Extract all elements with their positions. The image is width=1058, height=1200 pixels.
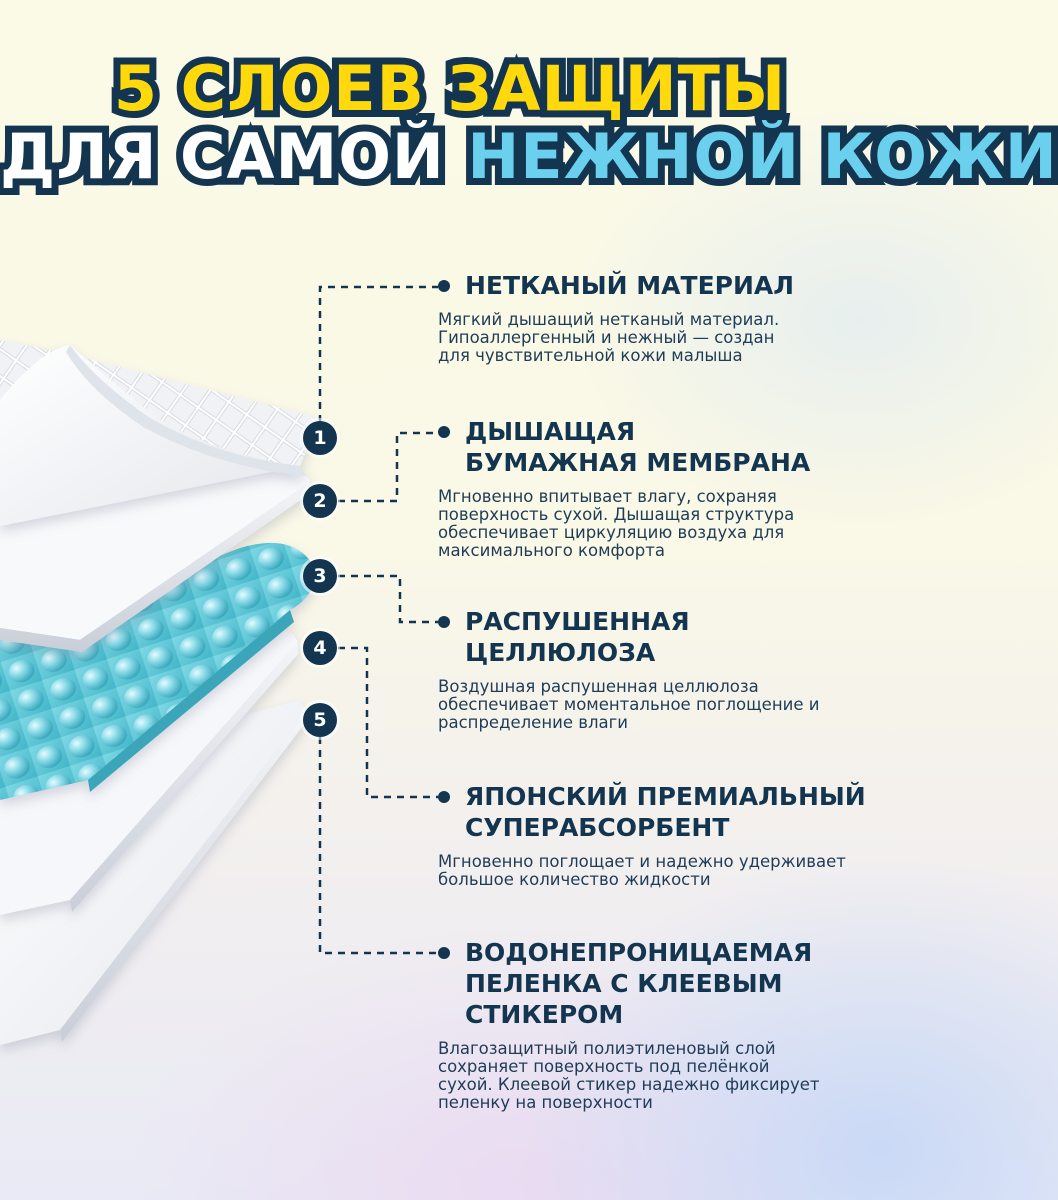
headline-text-yellow: 5 СЛОЕВ ЗАЩИТЫ (113, 52, 787, 125)
layer-3-title: РАСПУШЕННАЯ ЦЕЛЛЮЛОЗА (438, 606, 878, 668)
layer-badge-4: 4 (303, 631, 337, 665)
layer-badge-3: 3 (303, 559, 337, 593)
headline-text-blue: НЕЖНОЙ КОЖИ (467, 120, 1058, 193)
layer-1-description: Мягкий дышащий нетканый материал. Гипоаллергенный и нежный — создан для чувствительной кожи малыша (438, 310, 780, 365)
layer-3-info (438, 606, 878, 732)
layer-5-info (438, 937, 878, 1112)
bullet-dot (438, 616, 450, 628)
bullet-dot (438, 791, 450, 803)
layer-badge-1: 1 (303, 421, 337, 455)
bullet-dot (438, 280, 450, 292)
layer-badge-5: 5 (303, 703, 337, 737)
layer-3-description: Воздушная распушенная целлюлоза обеспечивает моментальное поглощение и распределение влаги (438, 677, 820, 732)
layer-4-title: ЯПОНСКИЙ ПРЕМИАЛЬНЫЙ СУПЕРАБСОРБЕНТ (438, 781, 878, 843)
layer-4-description: Мгновенно поглощает и надежно удерживает большое количество жидкости (438, 852, 846, 889)
layer-1-info (438, 270, 878, 365)
bullet-dot (438, 947, 450, 959)
headline-text-white: ДЛЯ САМОЙ (0, 120, 445, 193)
layer-5-title: ВОДОНЕПРОНИЦАЕМАЯ ПЕЛЕНКА С КЛЕЕВЫМ СТИКЕРОМ (438, 937, 878, 1030)
layer-2-info (438, 416, 878, 560)
layer-2-title: ДЫШАЩАЯ БУМАЖНАЯ МЕМБРАНА (438, 416, 878, 478)
layer-2-description: Мгновенно впитывает влагу, сохраняя поверхность сухой. Дышащая структура обеспечивает циркуляцию воздуха для максимального комфорта (438, 487, 795, 560)
layer-badge-2: 2 (303, 484, 337, 518)
layer-5-description: Влагозащитный полиэтиленовый слой сохраняет поверхность под пелёнкой сухой. Клеевой стикер надежно фиксирует пеленку на поверхности (438, 1039, 820, 1112)
layer-4-info (438, 781, 878, 889)
bullet-dot (438, 426, 450, 438)
layer-1-title: НЕТКАНЫЙ МАТЕРИАЛ (438, 270, 878, 301)
